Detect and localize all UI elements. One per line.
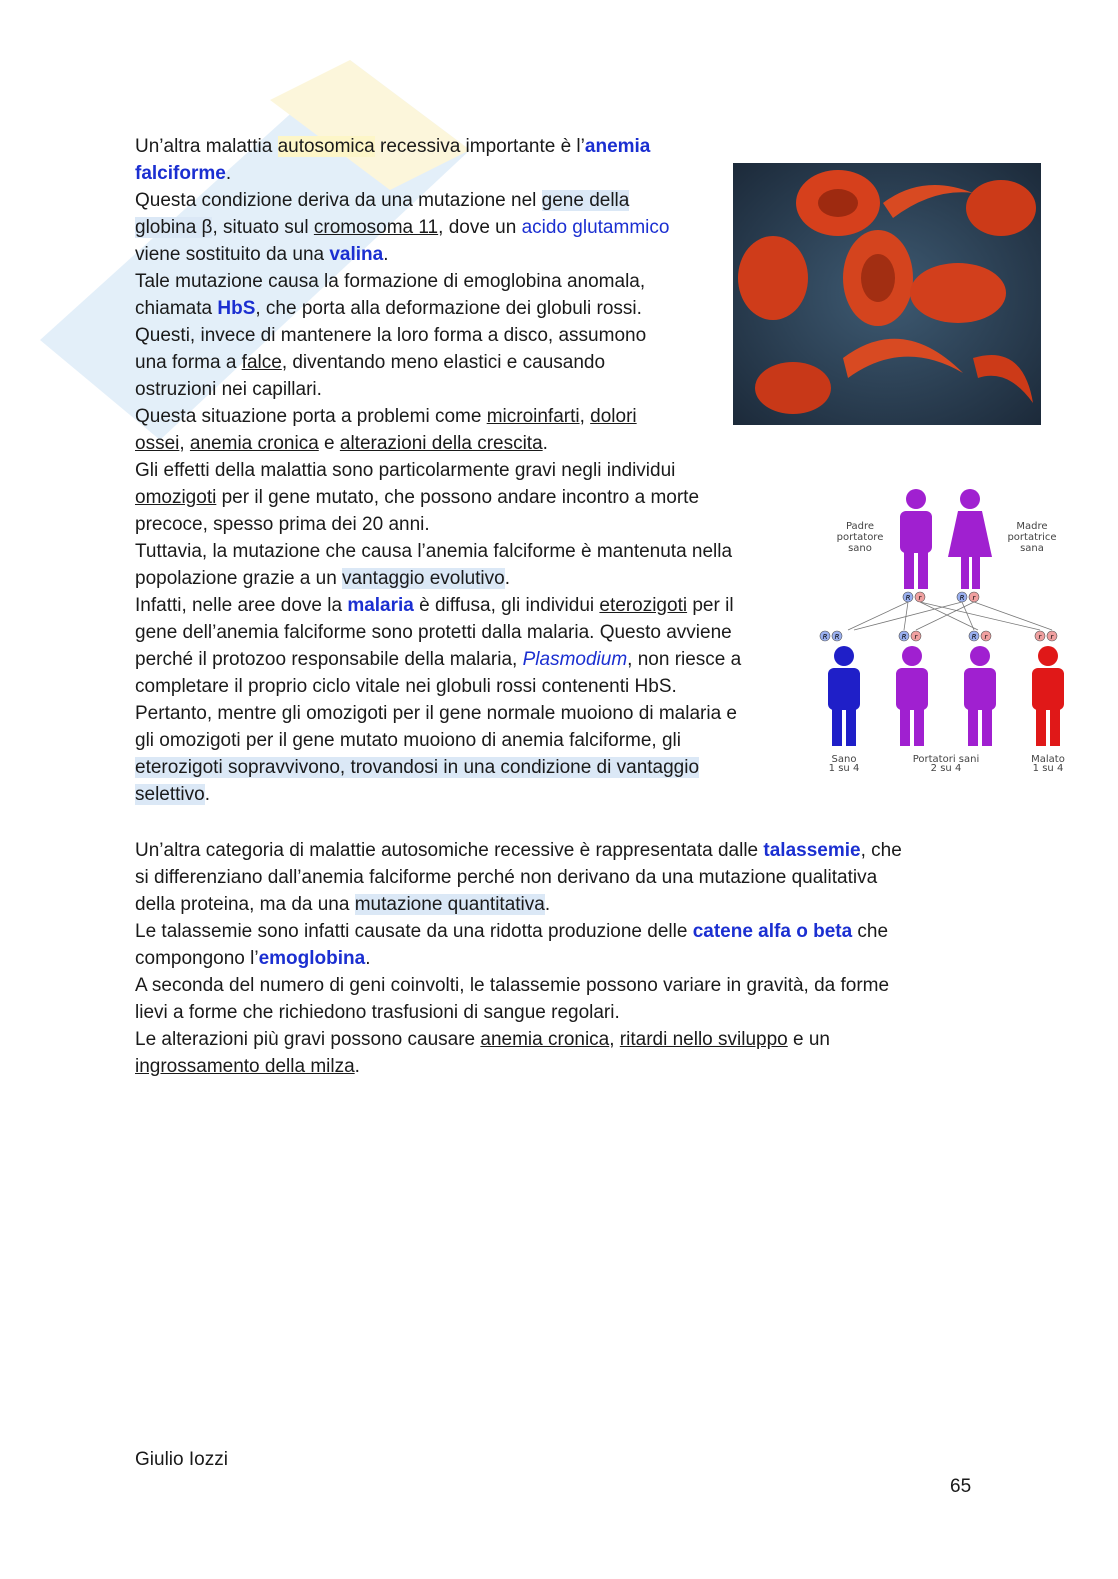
svg-text:r: r — [972, 594, 976, 602]
text-line: gene dell’anemia falciforme sono protetti dalla malaria. Questo avviene — [135, 622, 732, 643]
father-label: Padre — [845, 521, 875, 532]
svg-text:r: r — [984, 633, 988, 641]
text-line: compongono l’emoglobina. — [135, 948, 371, 969]
carriers-ratio: 2 su 4 — [930, 763, 962, 774]
text-line: omozigoti per il gene mutato, che possono andare incontro a morte — [135, 487, 700, 508]
inheritance-arrows — [848, 602, 1052, 630]
text-line: popolazione grazie a un vantaggio evolutivo. — [135, 568, 510, 589]
inheritance-diagram — [815, 485, 1080, 775]
child-carrier-figure — [964, 646, 996, 746]
text-line: lievi a forme che richiedono trasfusioni di sangue regolari. — [135, 1002, 620, 1023]
svg-text:R: R — [901, 633, 907, 641]
mother-label: portatrice — [1007, 532, 1057, 543]
mother-label: Madre — [1016, 521, 1048, 532]
text-line: ostruzioni nei capillari. — [135, 379, 322, 400]
text-line: Questi, invece di mantenere la loro forma a disco, assumono — [135, 325, 647, 346]
svg-text:R: R — [959, 594, 965, 602]
text-line: Tale mutazione causa la formazione di emoglobina anomala, — [135, 271, 646, 292]
text-line: selettivo. — [135, 784, 210, 805]
text-line: Le talassemie sono infatti causate da una ridotta produzione delle catene alfa o beta che — [135, 921, 889, 942]
mother-figure — [948, 489, 992, 589]
text-line: Tuttavia, la mutazione che causa l’anemia falciforme è mantenuta nella — [135, 541, 733, 562]
carriers-label: Portatori sani — [912, 754, 980, 765]
svg-text:R: R — [822, 633, 828, 641]
sickle-cell-micrograph — [733, 163, 1041, 425]
child-sick-label: Malato — [1031, 754, 1065, 765]
text-line: Gli effetti della malattia sono particolarmente gravi negli individui — [135, 460, 676, 481]
text-line: falciforme. — [135, 163, 232, 184]
footer-author: Giulio Iozzi — [135, 1449, 228, 1470]
child-healthy-figure — [828, 646, 860, 746]
child-carrier-figure — [896, 646, 928, 746]
svg-text:R: R — [971, 633, 977, 641]
allele-markers — [903, 592, 979, 602]
text-line: completare il proprio ciclo vitale nei globuli rossi contenenti HbS. — [135, 676, 677, 697]
child-sick-figure — [1032, 646, 1064, 746]
svg-text:r: r — [1050, 633, 1054, 641]
text-line: ingrossamento della milza. — [135, 1056, 360, 1077]
text-line: perché il protozoo responsabile della malaria, Plasmodium, non riesce a — [135, 649, 742, 670]
father-label: sano — [848, 543, 872, 554]
child-allele-markers — [820, 631, 1057, 641]
child-healthy-label: Sano — [831, 754, 857, 765]
text-line: Infatti, nelle aree dove la malaria è diffusa, gli individui eterozigoti per il — [135, 595, 734, 616]
child-healthy-ratio: 1 su 4 — [828, 763, 860, 774]
text-line: Un’altra malattia autosomica recessiva importante è l’anemia — [135, 136, 651, 157]
svg-text:r: r — [918, 594, 922, 602]
text-line: Questa condizione deriva da una mutazione nel gene della — [135, 190, 630, 211]
text-line: una forma a falce, diventando meno elastici e causando — [135, 352, 606, 373]
svg-text:R: R — [834, 633, 840, 641]
text-line: gli omozigoti per il gene mutato muoiono di anemia falciforme, gli — [135, 730, 681, 751]
child-sick-ratio: 1 su 4 — [1032, 763, 1064, 774]
svg-text:r: r — [1038, 633, 1042, 641]
page-number: 65 — [950, 1476, 972, 1497]
text-line: eterozigoti sopravvivono, trovandosi in una condizione di vantaggio — [135, 757, 700, 778]
text-line: della proteina, ma da una mutazione quantitativa. — [135, 894, 551, 915]
svg-text:R: R — [905, 594, 911, 602]
text-line: viene sostituito da una valina. — [135, 244, 389, 265]
svg-text:r: r — [914, 633, 918, 641]
text-line: ossei, anemia cronica e alterazioni della crescita. — [135, 433, 548, 454]
father-label: portatore — [836, 532, 884, 543]
text-line: Le alterazioni più gravi possono causare anemia cronica, ritardi nello sviluppo e un — [135, 1029, 830, 1050]
text-line: A seconda del numero di geni coinvolti, le talassemie possono variare in gravità, da forme — [135, 975, 890, 996]
text-line: precoce, spesso prima dei 20 anni. — [135, 514, 430, 535]
text-line: Questa situazione porta a problemi come microinfarti, dolori — [135, 406, 637, 427]
father-figure — [900, 489, 932, 589]
text-line: si differenziano dall’anemia falciforme perché non derivano da una mutazione qualitativa — [135, 867, 878, 888]
mother-label: sana — [1020, 543, 1044, 554]
text-line: Un’altra categoria di malattie autosomiche recessive è rappresentata dalle talassemie, che — [135, 840, 902, 861]
text-line: Pertanto, mentre gli omozigoti per il gene normale muoiono di malaria e — [135, 703, 737, 724]
text-line: chiamata HbS, che porta alla deformazione dei globuli rossi. — [135, 298, 642, 319]
text-line: globina β, situato sul cromosoma 11, dove un acido glutammico — [135, 217, 670, 238]
